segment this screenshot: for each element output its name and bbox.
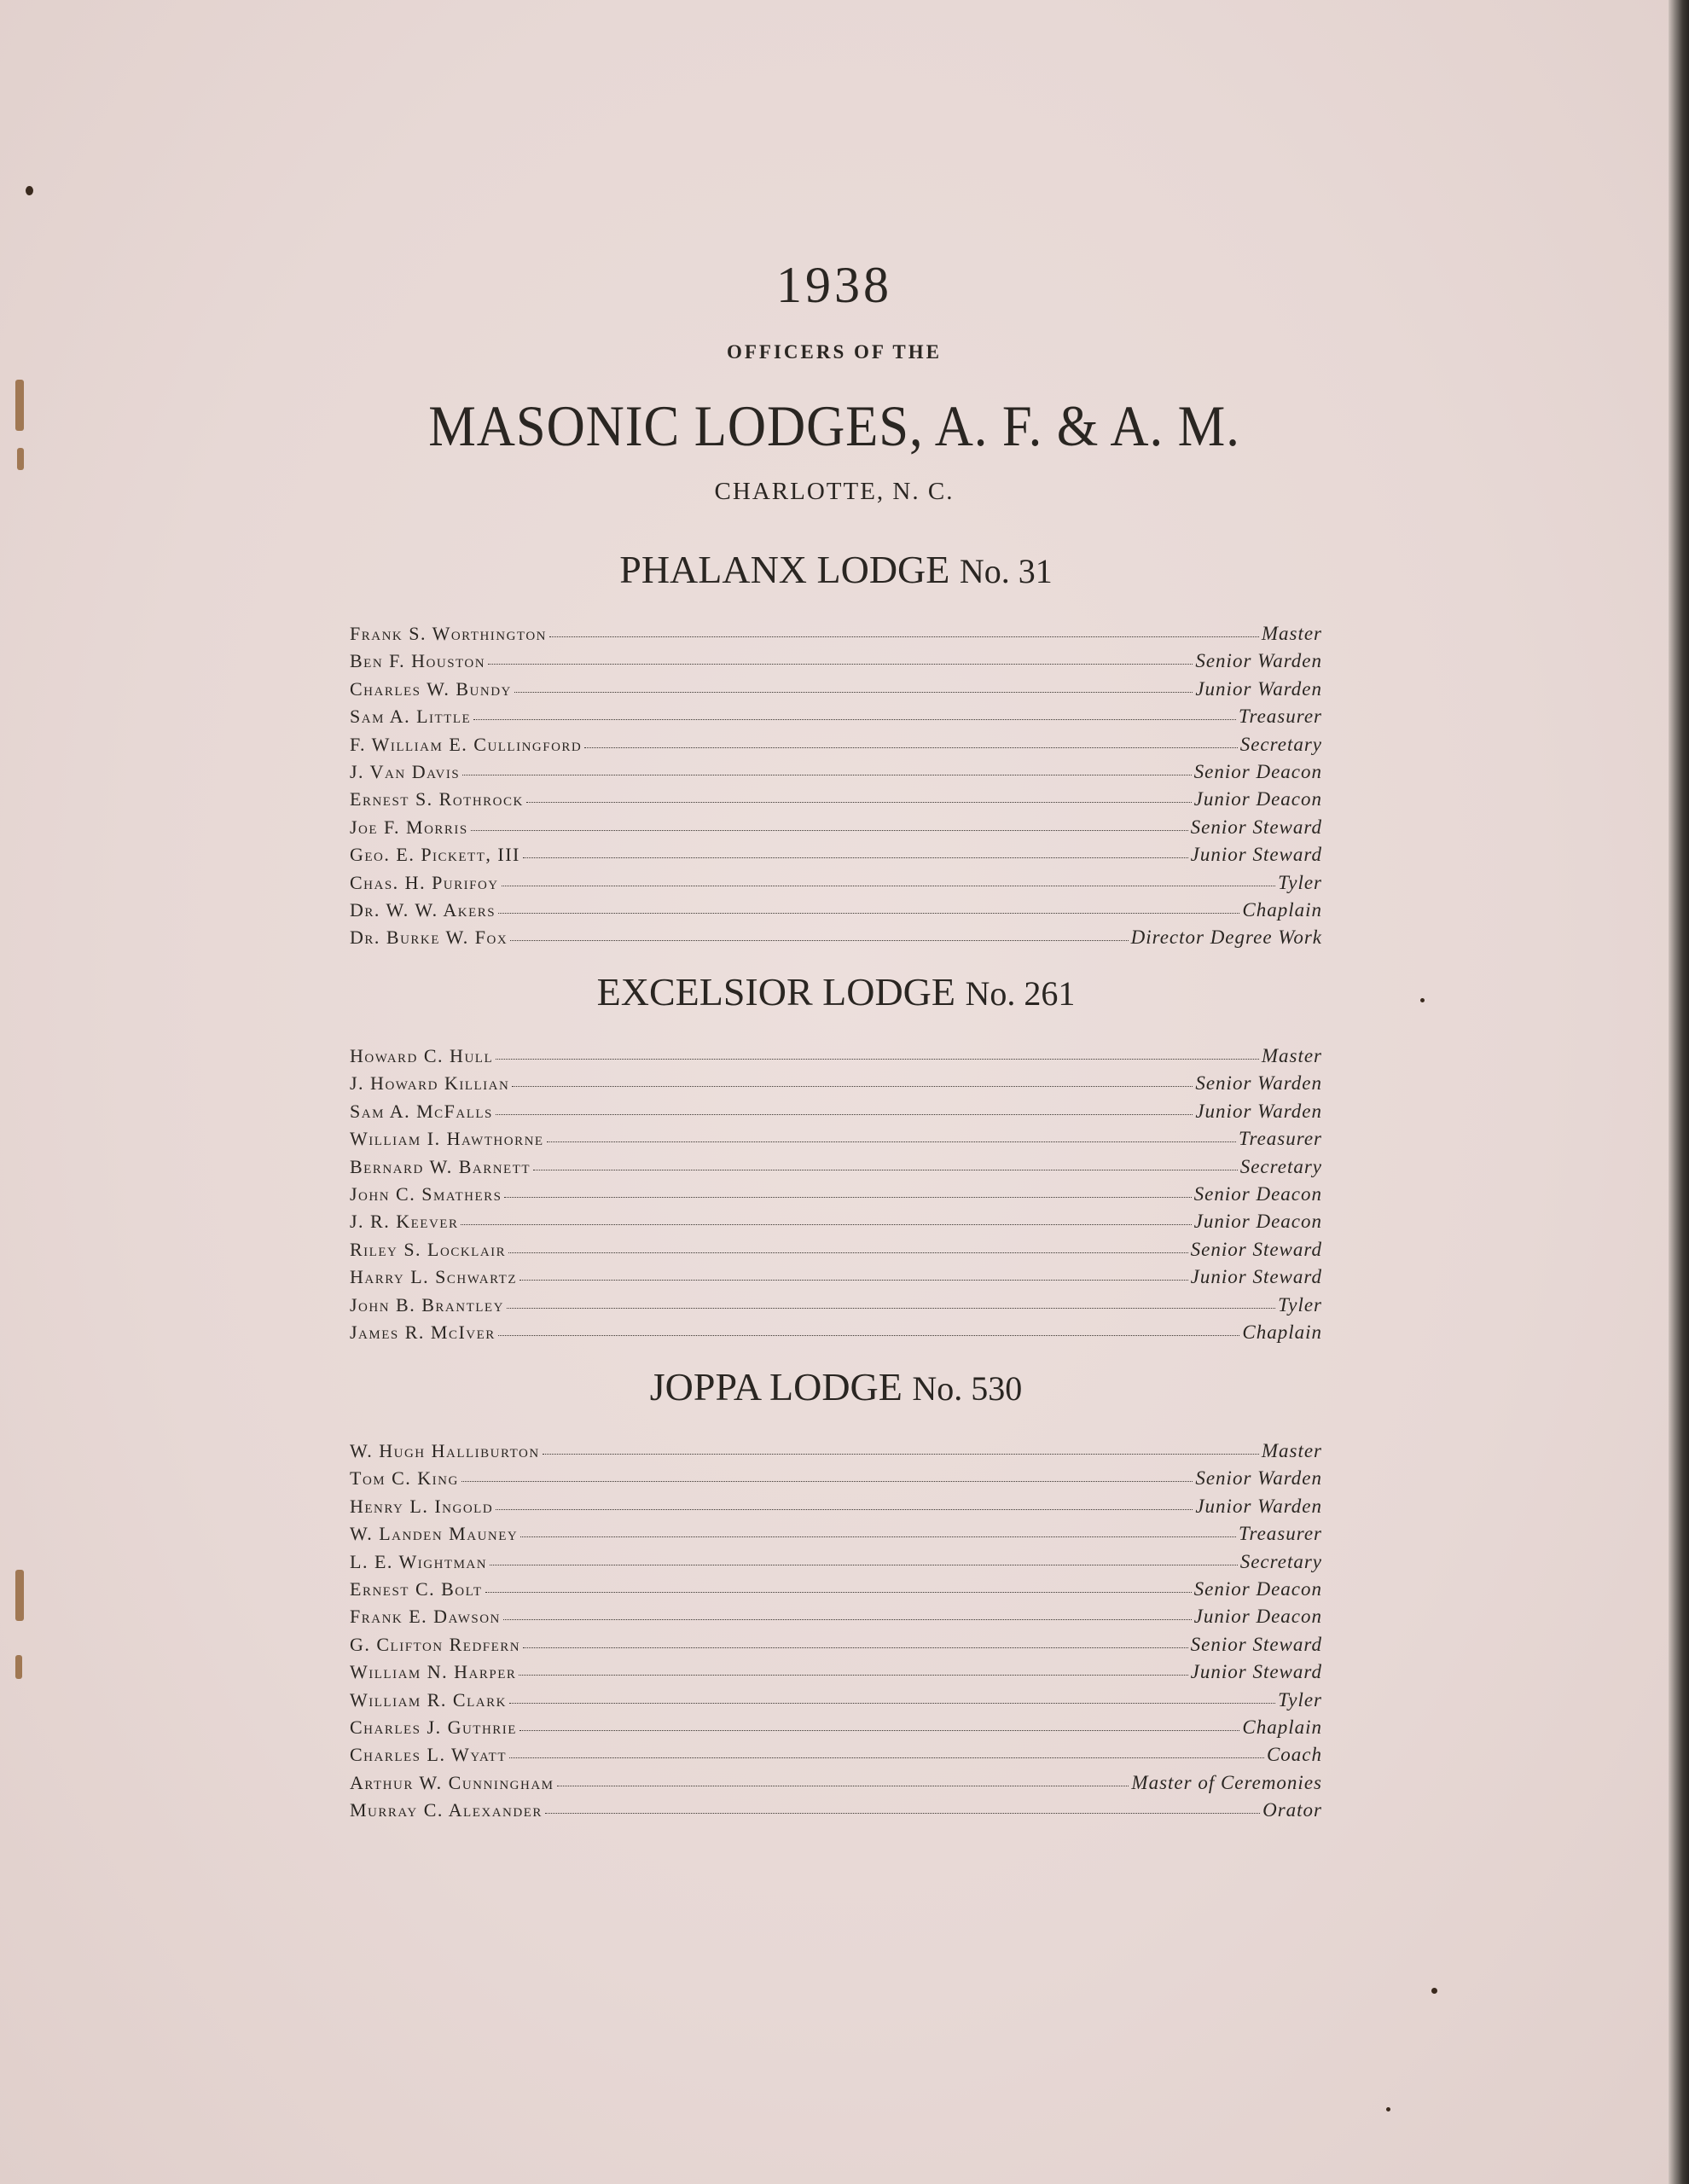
officer-role: Coach xyxy=(1266,1744,1322,1766)
officer-role: Senior Steward xyxy=(1190,1238,1322,1260)
dot-leader xyxy=(503,1619,1192,1620)
officer-row xyxy=(350,1294,1322,1321)
lodge-section-joppa xyxy=(350,1363,1322,1827)
dot-leader xyxy=(508,1252,1187,1253)
dot-leader xyxy=(545,1813,1260,1814)
paper-stain xyxy=(15,1570,24,1621)
officer-name: J. R. Keever xyxy=(350,1211,459,1233)
lodge-number: No. 31 xyxy=(959,552,1053,590)
lodge-section-excelsior xyxy=(350,968,1322,1349)
officer-row xyxy=(350,1321,1322,1349)
officer-role: Secretary xyxy=(1239,1550,1322,1572)
officer-row xyxy=(350,872,1322,899)
paper-speck xyxy=(1431,1988,1437,1994)
officer-role: Junior Deacon xyxy=(1193,788,1322,810)
lodge-number: No. 261 xyxy=(965,974,1076,1013)
dot-leader xyxy=(496,1509,1193,1510)
officer-name: Riley S. Locklair xyxy=(350,1238,507,1260)
officer-role: Master xyxy=(1261,1440,1322,1461)
officer-name: Murray C. Alexander xyxy=(350,1799,543,1821)
officer-row xyxy=(350,1045,1322,1072)
dot-leader xyxy=(485,1592,1192,1593)
dot-leader xyxy=(523,1647,1188,1648)
officer-row xyxy=(350,788,1322,816)
officer-row xyxy=(350,1744,1322,1771)
officer-name: Frank E. Dawson xyxy=(350,1606,501,1628)
officer-name: Ben F. Houston xyxy=(350,650,486,672)
year-heading: 1938 xyxy=(776,257,892,313)
officer-row xyxy=(350,1496,1322,1523)
paper-stain xyxy=(15,380,24,431)
officer-name: William R. Clark xyxy=(350,1688,507,1711)
dot-leader xyxy=(496,1114,1193,1115)
officer-row xyxy=(350,1689,1322,1716)
officer-role: Junior Steward xyxy=(1190,844,1322,866)
officer-row xyxy=(350,1551,1322,1578)
officer-row xyxy=(350,926,1322,954)
officer-row xyxy=(350,1156,1322,1183)
officer-role: Secretary xyxy=(1239,1155,1322,1177)
officer-row xyxy=(350,650,1322,677)
officer-role: Junior Warden xyxy=(1195,1100,1322,1122)
dot-leader xyxy=(471,830,1188,831)
officer-role: Chaplain xyxy=(1242,1321,1322,1343)
officer-name: Bernard W. Barnett xyxy=(350,1155,531,1177)
officer-role: Senior Warden xyxy=(1195,1072,1322,1095)
lodge-title xyxy=(350,968,1322,1016)
officer-name: Tom C. King xyxy=(350,1467,459,1490)
officer-name: Dr. W. W. Akers xyxy=(350,898,496,921)
officer-row xyxy=(350,1239,1322,1266)
dot-leader xyxy=(510,940,1128,941)
officer-role: Master of Ceremonies xyxy=(1131,1771,1322,1793)
officer-role: Treasurer xyxy=(1238,706,1322,728)
officer-name: John B. Brantley xyxy=(350,1293,504,1316)
officer-name: J. Van Davis xyxy=(350,760,461,782)
officer-name: Charles J. Guthrie xyxy=(350,1716,517,1738)
dot-leader xyxy=(519,1675,1187,1676)
officer-role: Junior Deacon xyxy=(1193,1606,1322,1628)
officer-name: William N. Harper xyxy=(350,1661,517,1683)
officer-role: Orator xyxy=(1262,1799,1322,1821)
officer-role: Junior Steward xyxy=(1190,1266,1322,1288)
officer-name: Harry L. Schwartz xyxy=(350,1266,518,1288)
officer-role: Senior Deacon xyxy=(1193,760,1322,782)
officer-name: James R. McIver xyxy=(350,1321,496,1343)
paper-speck xyxy=(1386,2107,1390,2111)
officer-role: Senior Deacon xyxy=(1193,1577,1322,1600)
officer-name: W. Landen Mauney xyxy=(350,1523,519,1545)
page-title: MASONIC LODGES, A. F. & A. M. xyxy=(428,393,1240,458)
dot-leader xyxy=(520,1536,1236,1537)
lodge-name: PHALANX LODGE xyxy=(619,548,950,591)
dot-leader xyxy=(584,747,1237,748)
officer-name: Joe F. Morris xyxy=(350,816,468,838)
dot-leader xyxy=(496,1059,1259,1060)
dot-leader xyxy=(519,1730,1239,1731)
officer-row xyxy=(350,844,1322,871)
lodge-name: JOPPA LODGE xyxy=(649,1365,903,1409)
paper-stain xyxy=(15,1655,22,1679)
dot-leader xyxy=(507,1308,1275,1309)
officer-role: Tyler xyxy=(1278,871,1322,893)
officer-row xyxy=(350,1128,1322,1155)
officer-role: Junior Warden xyxy=(1195,1495,1322,1517)
dot-leader xyxy=(498,1335,1240,1336)
officer-name: Charles W. Bundy xyxy=(350,677,512,700)
officer-role: Master xyxy=(1261,1045,1322,1066)
officer-name: Henry L. Ingold xyxy=(350,1495,494,1517)
officer-role: Junior Warden xyxy=(1195,677,1322,700)
dot-leader xyxy=(461,1481,1193,1482)
lodge-number: No. 530 xyxy=(912,1369,1023,1408)
officer-name: J. Howard Killian xyxy=(350,1072,510,1095)
officer-name: Arthur W. Cunningham xyxy=(350,1771,554,1793)
officer-name: Frank S. Worthington xyxy=(350,623,547,644)
city-line: CHARLOTTE, N. C. xyxy=(714,478,955,505)
page-edge-shadow xyxy=(1669,0,1689,2184)
officer-row xyxy=(350,1101,1322,1128)
paper-stain xyxy=(17,448,24,470)
officer-role: Senior Steward xyxy=(1190,816,1322,838)
officer-row xyxy=(350,734,1322,761)
officer-name: Geo. E. Pickett, III xyxy=(350,844,520,866)
officer-row xyxy=(350,1606,1322,1633)
dot-leader xyxy=(514,692,1193,693)
officer-row xyxy=(350,761,1322,788)
officer-name: Dr. Burke W. Fox xyxy=(350,926,508,949)
dot-leader xyxy=(473,719,1236,720)
officer-role: Senior Warden xyxy=(1195,650,1322,672)
officer-role: Junior Steward xyxy=(1190,1661,1322,1683)
officer-row xyxy=(350,1183,1322,1211)
lodge-title xyxy=(350,546,1322,594)
officer-name: William I. Hawthorne xyxy=(350,1128,544,1150)
officer-row xyxy=(350,1467,1322,1495)
officer-row xyxy=(350,706,1322,733)
officer-row xyxy=(350,1266,1322,1293)
officer-role: Senior Warden xyxy=(1195,1467,1322,1490)
lodge-section-phalanx xyxy=(350,546,1322,955)
officer-name: Ernest S. Rothrock xyxy=(350,788,524,810)
dot-leader xyxy=(509,1757,1264,1758)
officer-row xyxy=(350,816,1322,844)
officer-name: F. William E. Cullingford xyxy=(350,733,583,755)
officer-row xyxy=(350,1072,1322,1100)
officer-row xyxy=(350,623,1322,650)
dot-leader xyxy=(504,1197,1191,1198)
dot-leader xyxy=(488,664,1193,665)
officer-name: Charles L. Wyatt xyxy=(350,1744,507,1766)
officer-name: Sam A. Little xyxy=(350,706,472,728)
officer-row xyxy=(350,1578,1322,1606)
officer-row xyxy=(350,1440,1322,1467)
officer-role: Tyler xyxy=(1278,1293,1322,1316)
dot-leader xyxy=(543,1454,1259,1455)
officer-name: John C. Smathers xyxy=(350,1182,502,1205)
officer-row xyxy=(350,1661,1322,1688)
officer-row xyxy=(350,1799,1322,1827)
officer-row xyxy=(350,1772,1322,1799)
officer-list xyxy=(350,1045,1322,1349)
dot-leader xyxy=(519,1280,1188,1281)
officer-role: Treasurer xyxy=(1238,1128,1322,1150)
officer-name: W. Hugh Halliburton xyxy=(350,1440,540,1461)
officer-row xyxy=(350,899,1322,926)
officer-row xyxy=(350,1716,1322,1744)
dot-leader xyxy=(512,1086,1193,1087)
officer-role: Senior Steward xyxy=(1190,1633,1322,1655)
officer-role: Senior Deacon xyxy=(1193,1182,1322,1205)
lodge-name: EXCELSIOR LODGE xyxy=(596,970,955,1014)
officer-name: Chas. H. Purifoy xyxy=(350,871,499,893)
officer-list xyxy=(350,1440,1322,1827)
officer-role: Director Degree Work xyxy=(1130,926,1322,949)
officer-role: Secretary xyxy=(1239,733,1322,755)
dot-leader xyxy=(526,802,1192,803)
dot-leader xyxy=(549,636,1259,637)
subtitle: OFFICERS OF THE xyxy=(726,341,943,363)
dot-leader xyxy=(509,1703,1275,1704)
dot-leader xyxy=(547,1141,1236,1142)
paper-speck xyxy=(26,186,33,195)
officer-name: G. Clifton Redfern xyxy=(350,1633,521,1655)
paper-speck xyxy=(1420,998,1425,1002)
dot-leader xyxy=(523,857,1188,858)
officer-role: Junior Deacon xyxy=(1193,1211,1322,1233)
officer-name: Howard C. Hull xyxy=(350,1045,494,1066)
officer-row xyxy=(350,678,1322,706)
officer-role: Tyler xyxy=(1278,1688,1322,1711)
dot-leader xyxy=(461,1224,1191,1225)
officer-role: Chaplain xyxy=(1242,1716,1322,1738)
officer-role: Chaplain xyxy=(1242,898,1322,921)
officer-row xyxy=(350,1634,1322,1661)
lodge-title xyxy=(350,1363,1322,1411)
officer-row xyxy=(350,1211,1322,1238)
officer-name: Sam A. McFalls xyxy=(350,1100,493,1122)
officer-list xyxy=(350,623,1322,955)
officer-role: Treasurer xyxy=(1238,1523,1322,1545)
officer-name: L. E. Wightman xyxy=(350,1550,488,1572)
officer-row xyxy=(350,1523,1322,1550)
officer-role: Master xyxy=(1261,623,1322,644)
dot-leader xyxy=(498,913,1239,914)
officer-name: Ernest C. Bolt xyxy=(350,1577,483,1600)
